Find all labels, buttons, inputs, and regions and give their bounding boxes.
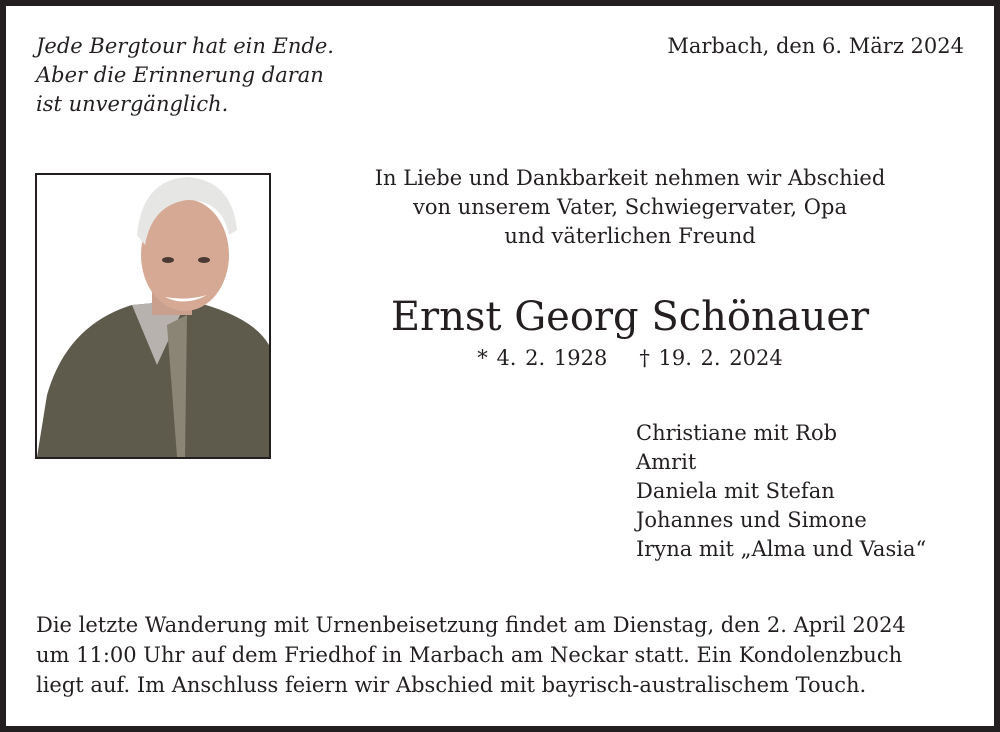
intro-line: In Liebe und Dankbarkeit nehmen wir Abschied [374, 166, 886, 190]
death-date: † 19. 2. 2024 [639, 346, 783, 370]
portrait-photo [35, 173, 271, 459]
farewell-intro [300, 164, 960, 251]
motto-line: Aber die Erinnerung daran [36, 63, 324, 87]
mourner: Johannes und Simone [636, 508, 867, 532]
mourner: Iryna mit „Alma und Vasia“ [636, 537, 927, 561]
mourners-list [636, 419, 926, 564]
notice-line: liegt auf. Im Anschluss feiern wir Abschied mit bayrisch-australischem Touch. [36, 673, 867, 697]
deceased-name: Ernst Georg Schönauer [390, 294, 870, 340]
notice-line: Die letzte Wanderung mit Urnenbeisetzung findet am Dienstag, den 2. April 2024 [36, 613, 906, 637]
intro-line: und väterlichen Freund [504, 224, 756, 248]
birth-date: * 4. 2. 1928 [477, 346, 608, 370]
intro-line: von unserem Vater, Schwiegervater, Opa [413, 195, 847, 219]
place-date: Marbach, den 6. März 2024 [667, 34, 964, 58]
mourner: Christiane mit Rob [636, 421, 838, 445]
funeral-notice [36, 610, 906, 700]
motto [36, 32, 334, 119]
motto-line: Jede Bergtour hat ein Ende. [36, 34, 334, 58]
mourner: Amrit [636, 450, 697, 474]
notice-line: um 11:00 Uhr auf dem Friedhof in Marbach am Neckar statt. Ein Kondolenzbuch [36, 643, 903, 667]
life-dates [300, 344, 960, 373]
motto-line: ist unvergänglich. [36, 92, 229, 116]
mourner: Daniela mit Stefan [636, 479, 835, 503]
